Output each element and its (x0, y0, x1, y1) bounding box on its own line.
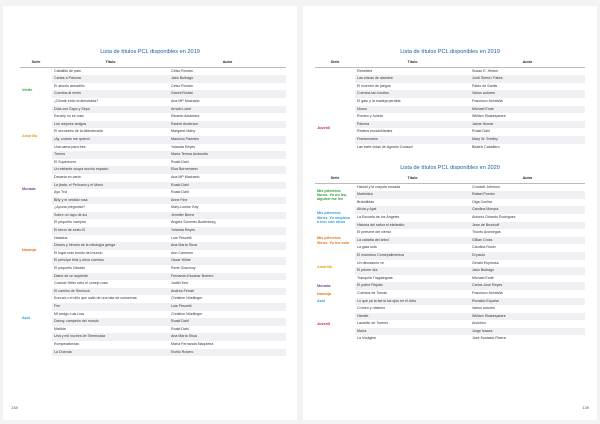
author-cell: Gianni Rodari (169, 90, 286, 98)
author-cell: Ricardo Alcántara (171, 114, 200, 119)
table-row (315, 229, 585, 237)
title-cell: La Vorágine (357, 336, 377, 341)
author-cell: Jaime Homar (470, 121, 585, 129)
table-row (20, 295, 286, 303)
author-cell: Ana MP Machado (171, 98, 200, 103)
title-cell: Cuentos de Tomás (357, 290, 387, 295)
author-cell: Jean de Brunhoff (470, 222, 585, 230)
title-cell: ¿Dónde está mi almohada? (54, 98, 99, 103)
table-row (20, 144, 286, 152)
table-row (315, 121, 585, 129)
title-cell: Tranquila Tragaleguas (357, 275, 393, 280)
table-row (315, 267, 585, 275)
table-row (20, 128, 286, 136)
author-cell: Ronaldo Espaha (470, 298, 585, 306)
author-cell: Roald Dahl (472, 129, 490, 134)
author-cell: Michael Ende (470, 106, 585, 114)
serie-cell: Mis primeros libros. Yo empiezo a leer con otros (315, 206, 355, 229)
title-cell: Las chicas de alambre (355, 75, 470, 83)
left-titles-table (20, 59, 286, 356)
title-cell: Cuando Hitler robó el conejo rosa (54, 281, 108, 286)
title-cell: Una cama para tres (54, 144, 86, 149)
title-cell: Lo que ya la tierra los ojos en el cielo (355, 298, 470, 306)
header-serie: Serie (315, 59, 355, 67)
author-cell: Di paolo (470, 252, 585, 260)
author-cell: Christine Nöstlinger (171, 296, 203, 301)
table-row (20, 98, 286, 106)
title-cell: Danny, campeón del mundo (52, 318, 169, 326)
header-autor: Autor (169, 59, 286, 67)
title-cell: ¡Ay, cuánto me quiero! (52, 136, 169, 144)
author-cell: Judith Kerr (171, 281, 189, 286)
author-cell: Jairo Buitrago (169, 75, 286, 83)
table-row (315, 313, 585, 321)
serie-cell: Amarilla (315, 252, 355, 282)
table-row (315, 67, 585, 75)
author-cell: William Shakespeare (470, 313, 585, 321)
header-autor: Autor (470, 59, 585, 67)
serie-cell: Azul (315, 298, 355, 306)
author-cell: Antonio Orlando Rodríguez (472, 214, 516, 219)
title-cell: Rompecabezas (54, 341, 79, 346)
author-cell: María Teresa Andruetto (169, 151, 286, 159)
author-cell: Roald Dahl (169, 182, 286, 190)
serie-cell: Naranja (315, 290, 355, 298)
table-row (315, 83, 585, 91)
table-header-row (315, 175, 585, 183)
title-cell: Ayu Trol (54, 190, 68, 195)
title-cell: El Superzorro (54, 159, 76, 164)
title-cell: Cuentos tan bonitos (355, 90, 470, 98)
page-number-right: 139 (582, 405, 589, 410)
title-cell: Trenes (52, 151, 169, 159)
author-cell: Susan E. Hinton (472, 68, 498, 73)
table-row (20, 288, 286, 296)
table-row (20, 166, 286, 174)
table-row (20, 219, 286, 227)
table-row (20, 204, 286, 212)
table-header-row (20, 59, 286, 67)
author-cell: Ana María Shua (169, 242, 286, 250)
title-cell: El pobre Riquito (355, 282, 470, 290)
title-cell: El terror de sexto B (52, 227, 169, 235)
author-cell: Arnold Lobel (169, 106, 286, 114)
header-serie: Serie (20, 59, 52, 67)
table-row (20, 113, 286, 121)
table-row (20, 311, 286, 319)
serie-cell: Mis primeros libros. Yo leo solo (315, 229, 355, 252)
title-cell: La gata sola (357, 245, 377, 250)
author-cell: Ángela Sommer-Bodenburg (171, 220, 216, 225)
author-cell: Rafael Pombo (470, 191, 585, 199)
title-cell: Dioses y héroes de la mitología griega (52, 242, 169, 250)
table-row (20, 212, 286, 220)
serie-cell: Morada (315, 282, 355, 290)
table-row (20, 227, 286, 235)
author-cell: Triunfo Arciniegas (472, 230, 501, 235)
author-cell: René Goscinny (171, 266, 196, 271)
title-cell: Brandiblas (357, 199, 374, 204)
right-titles-table-2020 (315, 175, 585, 343)
title-cell: Harold y la crayola morada (357, 184, 400, 189)
header-titulo: Título (355, 59, 470, 67)
title-cell: El inventor de juegos (357, 83, 391, 88)
page-number-left: 138 (11, 405, 18, 410)
title-cell: Escarly no es rosa (54, 114, 84, 119)
title-cell: El primer día (355, 267, 470, 275)
table-row (315, 282, 585, 290)
author-cell: William Shakespeare (472, 114, 506, 119)
title-cell: Alícia y Ayal (355, 206, 470, 214)
title-cell: Los mejores amigos (52, 121, 169, 129)
author-cell: Gerald Espinosa (472, 260, 499, 265)
title-cell: Crímen y misterio (357, 306, 386, 311)
author-cell: Francisco Montaña (472, 98, 503, 103)
author-cell: Francisco Montaña (472, 290, 503, 295)
table-row (20, 333, 286, 341)
title-cell: El abuelo armadillo (54, 83, 85, 88)
title-cell: Las siete vidas de Agustín Codazzi (357, 144, 413, 149)
author-cell: Rachel Anderson (169, 121, 286, 129)
table-row (20, 235, 286, 243)
table-row (315, 335, 585, 343)
table-row (315, 199, 585, 207)
table-row (315, 191, 585, 199)
table-row (20, 182, 286, 190)
table-row (20, 341, 286, 349)
title-cell: El pequeño Nicolás (54, 266, 85, 271)
title-cell: Días con Sapo y Sepo (52, 106, 169, 114)
author-cell: Carolina Monyra (470, 206, 585, 214)
author-cell: Mary W. Shelley (470, 136, 585, 144)
right-table-body-2020 (315, 183, 585, 343)
table-row (315, 75, 585, 83)
author-cell: Anne Fine (169, 197, 286, 205)
title-cell: Paloma (355, 121, 470, 129)
author-cell: Ana MP Machado (171, 174, 200, 179)
table-row (20, 273, 286, 281)
right-page-title-2020: Lista de títulos PCL disponibles en 2020 (400, 165, 500, 171)
author-cell: Anónimo (472, 321, 487, 326)
author-cell: Ann Cameron (171, 250, 194, 255)
author-cell: Olga Cuéllar (472, 199, 492, 204)
title-cell: La cabaña del árbol (355, 237, 470, 245)
title-cell: La jirafa, el Pelícano y el Mono (52, 182, 169, 190)
author-cell: Luis Pescetti (171, 235, 192, 240)
title-cell: El príncipe feliz y otros cuentos (52, 257, 169, 265)
table-row (20, 174, 286, 182)
title-cell: Natacha (54, 235, 68, 240)
title-cell: Hamlet (355, 313, 470, 321)
table-row (20, 265, 286, 273)
table-row (315, 136, 585, 144)
title-cell: Cartas a Paloma (52, 75, 169, 83)
title-cell: Mi amigo Luis-Lisa (54, 311, 84, 316)
table-row (20, 136, 286, 144)
title-cell: El secuestro de la bibliotecaria (54, 129, 103, 134)
table-row (20, 67, 286, 75)
title-cell: Decarta en carta (54, 174, 81, 179)
title-cell: Un dinosaurio ve (357, 260, 384, 265)
title-cell: Un elefante ocupa mucho espacio (52, 166, 169, 174)
author-cell: Roald Dahl (171, 159, 189, 164)
table-row (315, 328, 585, 336)
title-cell: Martinitza (355, 191, 470, 199)
author-cell: Jorge Isaacs (470, 328, 585, 336)
table-header-row (315, 59, 585, 67)
author-cell: Pablo de Santis (472, 83, 498, 88)
table-row (20, 250, 286, 258)
author-cell: Celso Román (171, 83, 193, 88)
table-row (315, 237, 585, 245)
title-cell: Sobre un rayo de luz (52, 212, 169, 220)
table-row (20, 318, 286, 326)
table-row (315, 128, 585, 136)
author-cell: Yolanda Reyes (169, 227, 286, 235)
table-row (20, 151, 286, 159)
header-titulo: Título (355, 175, 470, 183)
table-row (315, 222, 585, 230)
author-cell: Varios autores (472, 306, 495, 311)
table-row (20, 242, 286, 250)
title-cell: La Duenda (52, 349, 169, 357)
table-row (20, 303, 286, 311)
title-cell: El gato y la madeja perdida (357, 98, 401, 103)
title-cell: El monstruo Comepalimentos (355, 252, 470, 260)
title-cell: El pequeño vampiro (54, 220, 86, 225)
right-page-title-2019: Lista de títulos PCL disponibles en 2019 (400, 49, 500, 55)
header-serie: Serie (315, 175, 355, 183)
title-cell: María (355, 328, 470, 336)
title-cell: Romeo y Julieta (357, 114, 383, 119)
table-row (20, 189, 286, 197)
author-cell: Fernando Escobar Borrero (169, 273, 286, 281)
table-row (315, 320, 585, 328)
author-cell: Varios autores (470, 90, 585, 98)
author-cell: José Eustasio Rivera (472, 336, 506, 341)
table-row (315, 206, 585, 214)
author-cell: Christine Nöstlinger (171, 311, 203, 316)
title-cell: El camino de Sherlock (52, 288, 169, 296)
table-row (315, 113, 585, 121)
serie-cell: Verde (20, 67, 52, 113)
author-cell: Elsa Bornemann (169, 166, 286, 174)
author-cell: Roald Dahl (171, 190, 189, 195)
title-cell: Frin (52, 303, 169, 311)
author-cell: Mary-Louise Gay (171, 205, 199, 210)
author-cell: Oscar Wilde (169, 257, 286, 265)
table-row (315, 252, 585, 260)
header-autor: Autor (470, 175, 585, 183)
author-cell: Michael Ende (472, 275, 494, 280)
table-row (315, 260, 585, 268)
title-cell: La Escuela de los Ángeles (357, 214, 400, 219)
title-cell: Relatos escalofriantes (357, 129, 393, 134)
author-cell: Carlos José Reyes (470, 282, 585, 290)
author-cell: Beatriz Caballero (472, 144, 500, 149)
table-row (20, 121, 286, 129)
author-cell: Roald Dahl (169, 318, 286, 326)
serie-cell: Juvenil (315, 106, 355, 152)
table-row (20, 280, 286, 288)
serie-cell: Azul (20, 280, 52, 356)
right-titles-table-2019 (315, 59, 585, 151)
author-cell: Crockett Johnson (472, 184, 500, 189)
table-row (20, 197, 286, 205)
table-row (315, 298, 585, 306)
author-cell: Jennifer Berne (169, 212, 286, 220)
table-row (20, 349, 286, 357)
author-cell: Carolina Rosin (472, 245, 496, 250)
serie-cell: Naranja (20, 219, 52, 280)
table-row (20, 159, 286, 167)
author-cell: Margaret Mahy (171, 129, 196, 134)
serie-cell: Mis primeros libros. Yo no leo, alguien me lee (315, 183, 355, 206)
table-row (315, 90, 585, 98)
author-cell: Jairo Buitrago (470, 267, 585, 275)
table-row (20, 75, 286, 83)
title-cell: Frankenstein (355, 136, 470, 144)
title-cell: Momo (355, 106, 470, 114)
author-cell: Roald Dahl (171, 326, 189, 331)
serie-cell: Amarilla (20, 113, 52, 159)
title-cell: Historia del sabor el elefantito (355, 222, 470, 230)
title-cell: Una y mil noches de Sherezada (52, 333, 169, 341)
table-row (315, 144, 585, 152)
table-row (20, 257, 286, 265)
author-cell: Jordi Sierra i Fabra (470, 75, 585, 83)
author-cell: Yolanda Reyes (171, 144, 196, 149)
serie-cell (315, 67, 355, 105)
table-row (315, 183, 585, 191)
header-titulo: Título (52, 59, 169, 67)
author-cell: Luis Pescetti (169, 303, 286, 311)
title-cell: Matilda (54, 326, 66, 331)
author-cell: Mauricio Paredes (169, 136, 286, 144)
author-cell: Evelio Rosero (169, 349, 286, 357)
title-cell: Billy y el vestido rosa (52, 197, 169, 205)
left-page (3, 6, 297, 420)
table-row (20, 326, 286, 334)
author-cell: Gillian Cross (470, 237, 585, 245)
table-row (315, 106, 585, 114)
table-row (315, 98, 585, 106)
right-table-body-2019 (315, 67, 585, 151)
title-cell: El perfume del viento (357, 230, 391, 235)
author-cell: Andrea Ferrari (169, 288, 286, 296)
table-row (315, 244, 585, 252)
table-row (315, 305, 585, 313)
author-cell: Celso Román (171, 68, 193, 73)
table-row (315, 290, 585, 298)
title-cell: ¿Apuna preguntar? (54, 205, 85, 210)
author-cell: Ana María Shua (169, 333, 286, 341)
table-row (315, 214, 585, 222)
serie-cell: Juvenil (315, 305, 355, 343)
right-page (303, 6, 597, 420)
table-row (315, 275, 585, 283)
title-cell: Konrad o el niño que salió de una lata de conservas (54, 296, 137, 301)
left-table-body (20, 67, 286, 356)
table-row (20, 106, 286, 114)
title-cell: Rebeldes (357, 68, 373, 73)
serie-cell: Morada (20, 159, 52, 220)
table-row (20, 90, 286, 98)
title-cell: Cuentos al revés (52, 90, 169, 98)
author-cell: María Fernanda Maquieira (171, 341, 214, 346)
title-cell: Diario de un suplente (52, 273, 169, 281)
table-row (20, 83, 286, 91)
title-cell: Caballito de palo (54, 68, 81, 73)
title-cell: El lugar más bonito del mundo (54, 250, 103, 255)
title-cell: Lazarillo de Tormes (357, 321, 389, 326)
left-page-title: Lista de títulos PCL disponibles en 2019 (100, 49, 200, 55)
